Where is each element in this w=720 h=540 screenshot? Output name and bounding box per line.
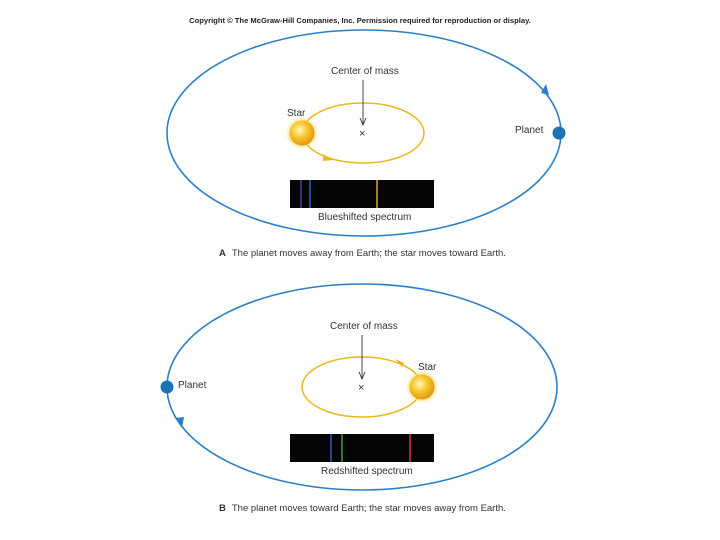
star-label-b: Star <box>418 362 437 373</box>
star-label-a: Star <box>287 108 306 119</box>
panel-a <box>167 30 566 236</box>
caption-a <box>219 248 506 259</box>
planet-b <box>161 381 174 394</box>
spectrum-label-a: Blueshifted spectrum <box>318 212 412 223</box>
center-of-mass-label-b: Center of mass <box>330 321 398 332</box>
center-of-mass-marker-b: × <box>358 382 365 394</box>
planet-label-b: Planet <box>178 380 207 391</box>
caption-letter-a: A <box>219 248 226 259</box>
panel-b <box>161 284 558 490</box>
planet-label-a: Planet <box>515 125 544 136</box>
caption-text-a: The planet moves away from Earth; the star moves toward Earth. <box>231 248 506 259</box>
spectrum-bar-b <box>290 434 434 462</box>
spectrum-bar-a <box>290 180 434 208</box>
center-of-mass-label-a: Center of mass <box>331 66 399 77</box>
star-orbit-arrow-a <box>323 154 333 161</box>
spectrum-label-b: Redshifted spectrum <box>321 466 413 477</box>
caption-b <box>219 503 506 514</box>
caption-text-b: The planet moves toward Earth; the star moves away from Earth. <box>231 503 506 514</box>
star-b <box>410 375 435 400</box>
star-a <box>290 121 315 146</box>
blueshifted-spectrum <box>290 180 434 208</box>
copyright-notice: Copyright © The McGraw-Hill Companies, Inc. Permission required for reproduction or display. <box>189 16 531 25</box>
caption-letter-b: B <box>219 503 226 514</box>
center-of-mass-marker-a: × <box>359 128 366 140</box>
redshifted-spectrum <box>290 434 434 462</box>
planet-a <box>553 127 566 140</box>
